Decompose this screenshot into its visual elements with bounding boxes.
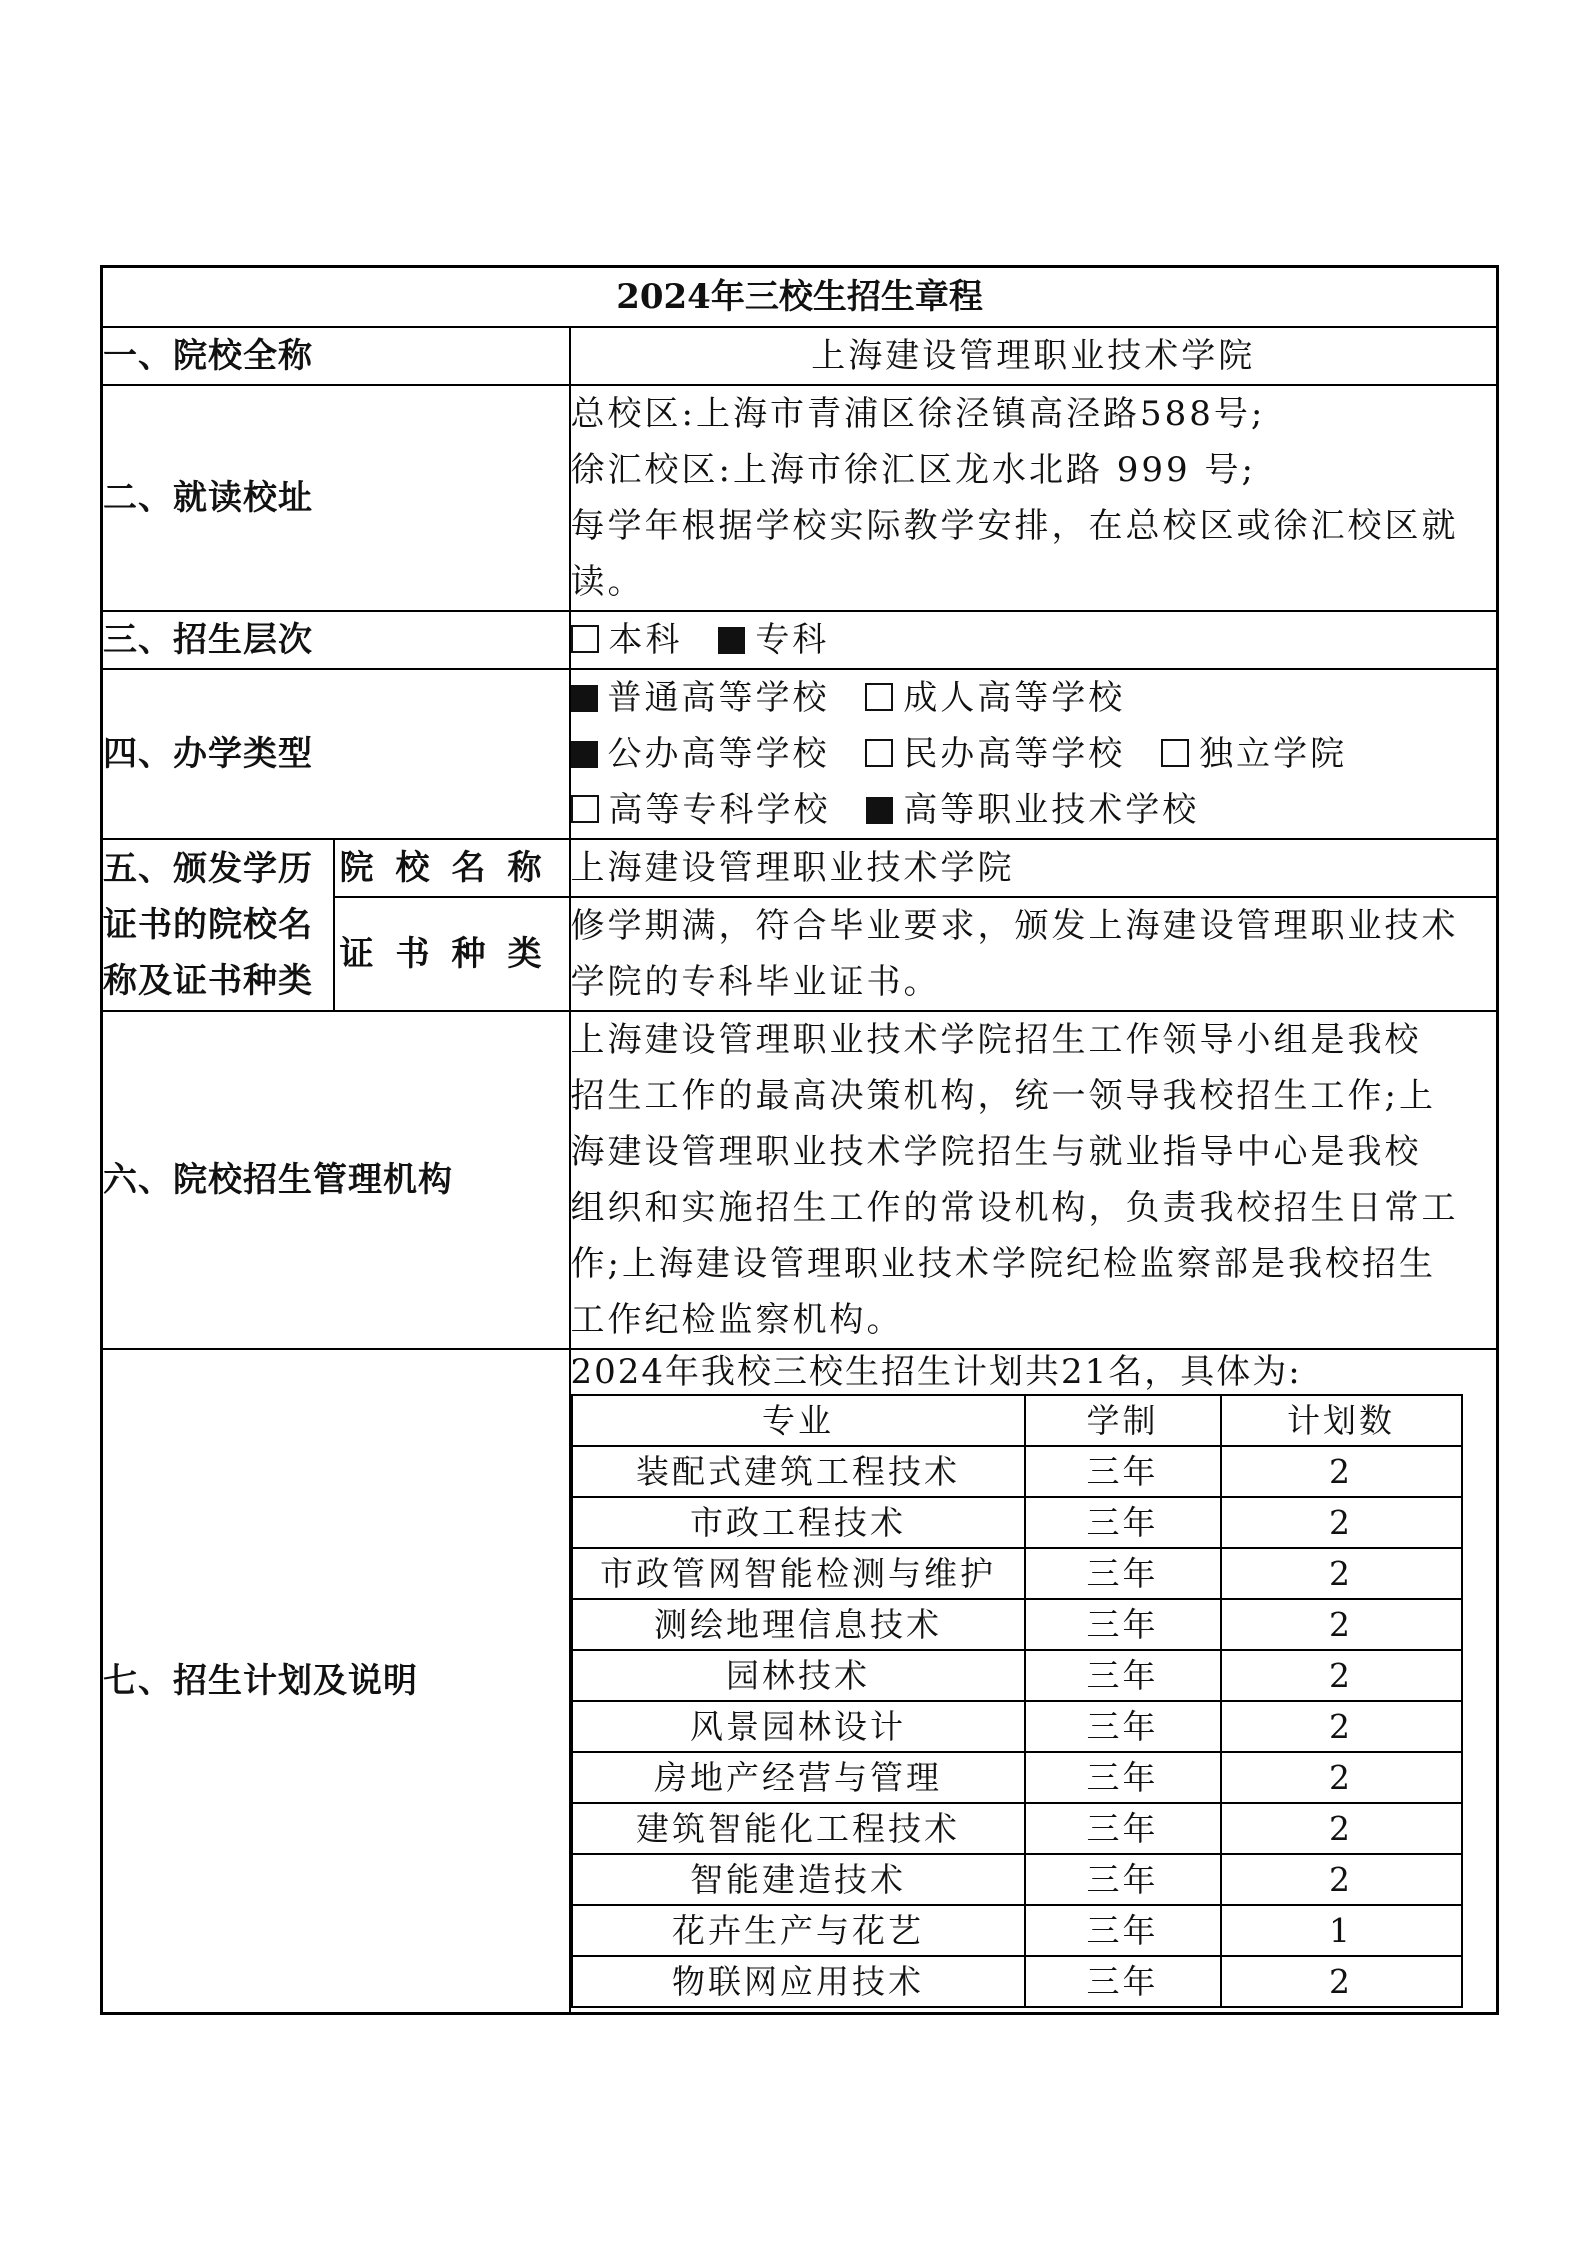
plan-row xyxy=(572,1752,1462,1803)
quota-cell: 2 xyxy=(1221,1752,1462,1803)
management-value: 上海建设管理职业技术学院招生工作领导小组是我校 招生工作的最高决策机构，统一领导我校招生工作;上 海建设管理职业技术学院招生与就业指导中心是我校 组织和实施招生工作的常设机构，负责我校招生日常工 作;上海建设管理职业技术学院纪检监察部是我校招生 工作纪检监察机构。 xyxy=(570,1011,1498,1349)
plan-row xyxy=(572,1548,1462,1599)
unchecked-box-icon xyxy=(865,739,893,767)
major-cell: 市政管网智能检测与维护 xyxy=(572,1548,1025,1599)
major-cell: 花卉生产与花艺 xyxy=(572,1905,1025,1956)
plan-header-cell: 计划数 xyxy=(1221,1395,1462,1446)
duration-cell: 三年 xyxy=(1025,1548,1221,1599)
duration-cell: 三年 xyxy=(1025,1497,1221,1548)
major-cell: 房地产经营与管理 xyxy=(572,1752,1025,1803)
school-type-line: 普通高等学校 成人高等学校 xyxy=(571,670,1497,726)
quota-cell: 1 xyxy=(1221,1905,1462,1956)
quota-cell: 2 xyxy=(1221,1548,1462,1599)
major-cell: 智能建造技术 xyxy=(572,1854,1025,1905)
address-value xyxy=(570,385,1498,611)
unchecked-box-icon xyxy=(571,795,599,823)
unchecked-box-icon xyxy=(1161,739,1189,767)
enrollment-plan-table xyxy=(571,1394,1463,2008)
plan-label: 七、招生计划及说明 xyxy=(102,1349,570,2014)
major-cell: 测绘地理信息技术 xyxy=(572,1599,1025,1650)
address-line: 读。 xyxy=(570,562,645,602)
plan-row xyxy=(572,1650,1462,1701)
level-label: 三、招生层次 xyxy=(102,611,570,669)
unchecked-box-icon xyxy=(865,683,893,711)
certificate-label: 五、颁发学历 证书的院校名 称及证书种类 xyxy=(102,839,334,1011)
level-option: 本科 xyxy=(571,620,683,660)
admission-charter-table xyxy=(100,265,1499,2015)
quota-cell: 2 xyxy=(1221,1650,1462,1701)
duration-cell: 三年 xyxy=(1025,1650,1221,1701)
school-type-options xyxy=(570,669,1498,839)
major-cell: 物联网应用技术 xyxy=(572,1956,1025,2007)
plan-header-cell: 学制 xyxy=(1025,1395,1221,1446)
quota-cell: 2 xyxy=(1221,1446,1462,1497)
quota-cell: 2 xyxy=(1221,1497,1462,1548)
plan-header-cell: 专业 xyxy=(572,1395,1025,1446)
plan-header-row xyxy=(572,1395,1462,1446)
certificate-type-value: 修学期满，符合毕业要求，颁发上海建设管理职业技术 学院的专科毕业证书。 xyxy=(570,897,1498,1011)
plan-content xyxy=(570,1349,1498,2014)
duration-cell: 三年 xyxy=(1025,1446,1221,1497)
quota-cell: 2 xyxy=(1221,1803,1462,1854)
certificate-type-sublabel: 证书种类 xyxy=(334,897,570,1011)
management-label: 六、院校招生管理机构 xyxy=(102,1011,570,1349)
address-label: 二、就读校址 xyxy=(102,385,570,611)
quota-cell: 2 xyxy=(1221,1701,1462,1752)
plan-row xyxy=(572,1956,1462,2007)
duration-cell: 三年 xyxy=(1025,1956,1221,2007)
duration-cell: 三年 xyxy=(1025,1701,1221,1752)
address-line: 徐汇校区:上海市徐汇区龙水北路 999 号; xyxy=(570,450,1256,490)
quota-cell: 2 xyxy=(1221,1956,1462,2007)
checked-box-icon xyxy=(571,741,598,768)
major-cell: 建筑智能化工程技术 xyxy=(572,1803,1025,1854)
plan-row xyxy=(572,1446,1462,1497)
school-name-label: 一、院校全称 xyxy=(102,327,570,385)
address-line: 每学年根据学校实际教学安排，在总校区或徐汇校区就 xyxy=(570,506,1459,546)
unchecked-box-icon xyxy=(571,625,599,653)
address-line: 总校区:上海市青浦区徐泾镇高泾路588号; xyxy=(570,394,1266,434)
school-type-label: 四、办学类型 xyxy=(102,669,570,839)
school-type-line: 公办高等学校 民办高等学校 独立学院 xyxy=(571,726,1497,782)
duration-cell: 三年 xyxy=(1025,1752,1221,1803)
plan-row xyxy=(572,1701,1462,1752)
plan-row xyxy=(572,1905,1462,1956)
major-cell: 市政工程技术 xyxy=(572,1497,1025,1548)
document-title: 2024年三校生招生章程 xyxy=(102,267,1498,328)
plan-intro: 2024年我校三校生招生计划共21名，具体为: xyxy=(570,1352,1302,1392)
plan-row xyxy=(572,1854,1462,1905)
quota-cell: 2 xyxy=(1221,1854,1462,1905)
level-options xyxy=(570,611,1498,669)
checked-box-icon xyxy=(571,685,598,712)
major-cell: 园林技术 xyxy=(572,1650,1025,1701)
duration-cell: 三年 xyxy=(1025,1854,1221,1905)
plan-row xyxy=(572,1599,1462,1650)
duration-cell: 三年 xyxy=(1025,1905,1221,1956)
duration-cell: 三年 xyxy=(1025,1599,1221,1650)
certificate-school-sublabel: 院校名称 xyxy=(334,839,570,897)
major-cell: 装配式建筑工程技术 xyxy=(572,1446,1025,1497)
certificate-school-value: 上海建设管理职业技术学院 xyxy=(570,839,1498,897)
checked-box-icon xyxy=(718,627,745,654)
school-name-value: 上海建设管理职业技术学院 xyxy=(570,327,1498,385)
school-type-line: 高等专科学校 高等职业技术学校 xyxy=(571,782,1497,838)
duration-cell: 三年 xyxy=(1025,1803,1221,1854)
plan-row xyxy=(572,1497,1462,1548)
plan-row xyxy=(572,1803,1462,1854)
level-option: 专科 xyxy=(718,620,829,660)
quota-cell: 2 xyxy=(1221,1599,1462,1650)
checked-box-icon xyxy=(866,797,893,824)
major-cell: 风景园林设计 xyxy=(572,1701,1025,1752)
